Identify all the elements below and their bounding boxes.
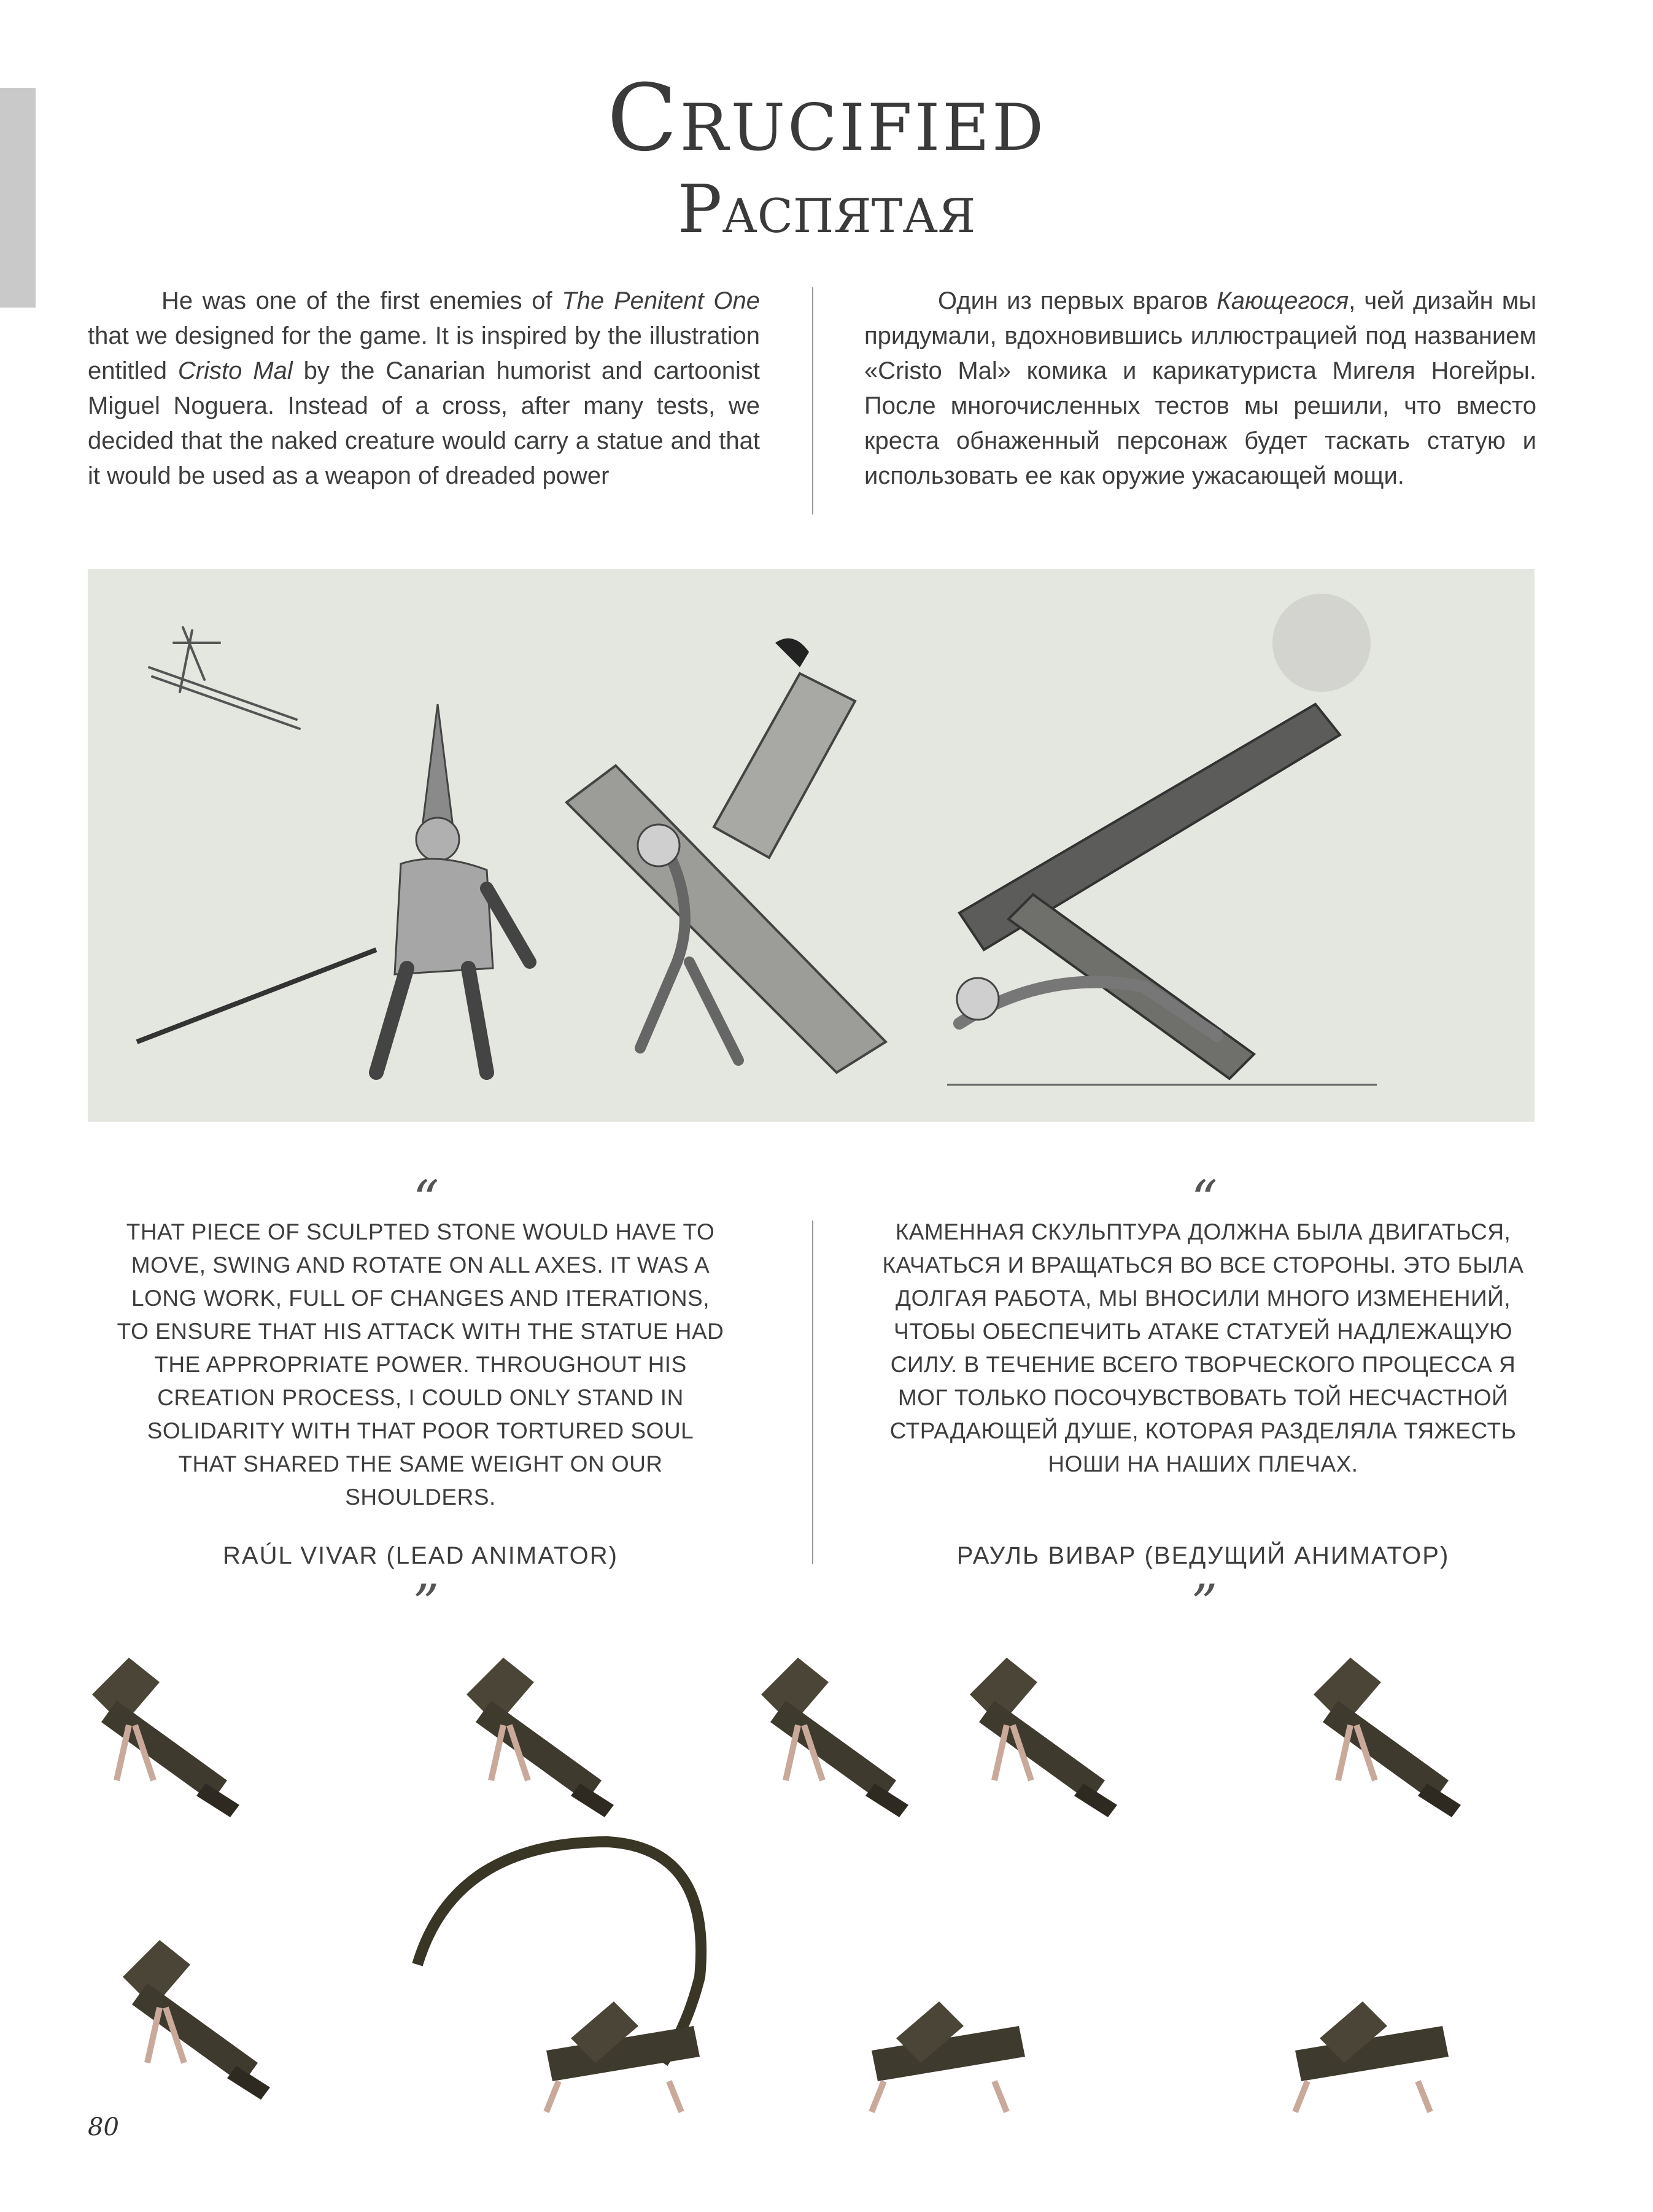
intro-english: He was one of the first enemies of The Penitent One that we designed for the game. It is inspired by the illustration entitled Cristo Mal by the Canarian humorist and cartoonist Miguel Noguera. Instead of a cross, after many tests, we decided that the naked creature would carry a statue and that it would be used as a weapon of dreaded power: [88, 287, 760, 489]
intro-russian: Один из первых врагов Кающегося, чей дизайн мы придумали, вдохновившись иллюстрацией под названием «Cristo Mal» комика и карикатуриста Мигеля Ногейры. После многочисленных тестов мы решили, что вместо креста обнаженный персонаж будет таскать статую и использовать ее как оружие ужасающей мощи.: [864, 287, 1536, 489]
quote-open-mark-english: “: [412, 1170, 439, 1230]
sprite-frame-8: [872, 2001, 1025, 2112]
quote-close-mark-english: ”: [412, 1574, 439, 1634]
sprite-frame-9: [1295, 2001, 1449, 2112]
crucified-dragging-pillar-sketch: [947, 594, 1377, 1085]
quote-text-russian: КАМЕННАЯ СКУЛЬПТУРА ДОЛЖНА БЫЛА ДВИГАТЬСЯ, КАЧАТЬСЯ И ВРАЩАТЬСЯ ВО ВСЕ СТОРОНЫ. ЭТО БЫЛА ДОЛГАЯ РАБОТА, МЫ ВНОСИЛИ МНОГО ИЗМЕНЕНИЙ, ЧТОБЫ ОБЕСПЕЧИТЬ АТАКЕ СТАТУЕЙ НАДЛЕЖАЩУЮ СИЛУ. В ТЕЧЕНИЕ ВСЕГО ТВОРЧЕСКОГО ПРОЦЕССА Я МОГ ТОЛЬКО ПОСОЧУВСТВОВАТЬ ТОЙ НЕСЧАСТНОЙ СТРАДАЮЩЕЙ ДУШЕ, КОТОРАЯ РАЗДЕЛЯЛА ТЯЖЕСТЬ НОШИ НА НАШИХ ПЛЕЧАХ.: [882, 1219, 1524, 1477]
quote-author-russian: РАУЛЬ ВИВАР (ВЕДУЩИЙ АНИМАТОР): [956, 1542, 1450, 1569]
sprite-frames: [86, 1633, 1584, 2155]
quote-open-mark-russian: “: [1191, 1170, 1218, 1230]
knight-sketch: [137, 704, 530, 1073]
quote-author-english: RAÚL VIVAR (LEAD ANIMATOR): [223, 1542, 618, 1569]
quote-text-english: THAT PIECE OF SCULPTED STONE WOULD HAVE TO MOVE, SWING AND ROTATE ON ALL AXES. IT WAS A LONG WORK, FULL OF CHANGES AND ITERATIONS, TO ENSURE THAT HIS ATTACK WITH THE STATUE HAD THE APPROPRIATE POWER. THROUGHOUT HIS CREATION PROCESS, I COULD ONLY STAND IN SOLIDARITY WITH THAT POOR TORTURED SOUL THAT SHARED THE SAME WEIGHT ON OUR SHOULDERS.: [117, 1219, 724, 1510]
quote-divider: [812, 1220, 813, 1564]
sprite-frame-4: [970, 1658, 1117, 1817]
page-number: 80: [88, 2113, 119, 2141]
concept-sketch-illustration: [88, 569, 1535, 1122]
attack-animation-sprites: [86, 1633, 1584, 2155]
page-title-russian: Распятая: [677, 171, 976, 248]
column-divider: [812, 287, 813, 514]
sprite-frame-7: [417, 1842, 701, 2112]
page-title-english: Crucified: [606, 65, 1047, 172]
sprite-frame-5: [1314, 1658, 1461, 1817]
sprite-frame-6: [123, 1940, 270, 2100]
sprite-frame-1: [92, 1658, 239, 1817]
sprite-frame-3: [761, 1658, 908, 1817]
sprite-frame-2: [466, 1658, 614, 1817]
quote-close-mark-russian: ”: [1191, 1574, 1218, 1634]
crucified-carrying-cross-sketch: [567, 638, 886, 1073]
concept-sketch: [88, 569, 1535, 1122]
